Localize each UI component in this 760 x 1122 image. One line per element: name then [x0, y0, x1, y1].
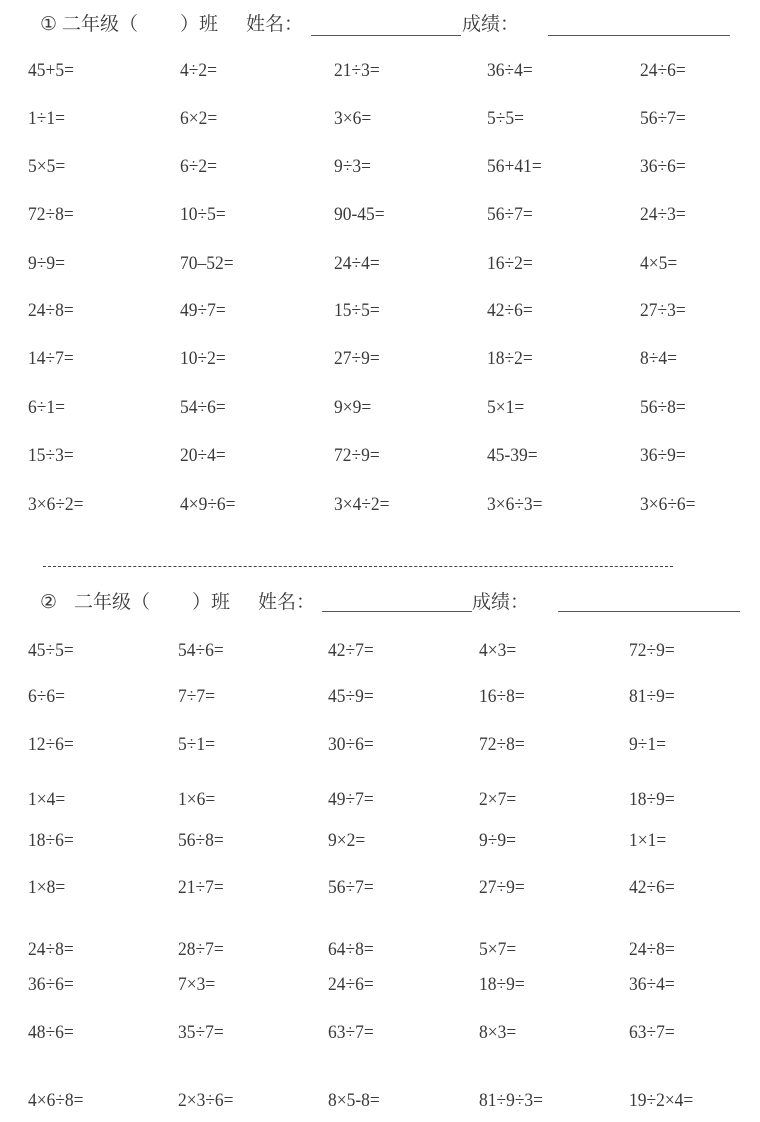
math-problem: 72÷9= — [334, 445, 380, 466]
math-problem: 4÷2= — [180, 60, 217, 81]
math-problem: 10÷5= — [180, 204, 226, 225]
math-problem: 36÷4= — [629, 974, 675, 995]
math-problem: 9×2= — [328, 830, 366, 851]
math-problem: 45-39= — [487, 445, 538, 466]
math-problem: 36÷6= — [28, 974, 74, 995]
section1-name-field[interactable] — [311, 35, 461, 36]
math-problem: 9×9= — [334, 397, 372, 418]
math-problem: 21÷3= — [334, 60, 380, 81]
math-problem: 24÷4= — [334, 253, 380, 274]
math-problem: 14÷7= — [28, 348, 74, 369]
section2-class-blank[interactable] — [152, 587, 192, 617]
math-problem: 54÷6= — [178, 640, 224, 661]
section2-header — [0, 587, 760, 617]
math-problem: 63÷7= — [328, 1022, 374, 1043]
math-problem: 45÷9= — [328, 686, 374, 707]
math-problem: 5×5= — [28, 156, 66, 177]
math-problem: 2×7= — [479, 789, 517, 810]
math-problem: 24÷6= — [640, 60, 686, 81]
math-problem: 27÷9= — [479, 877, 525, 898]
math-problem: 81÷9= — [629, 686, 675, 707]
math-problem: 12÷6= — [28, 734, 74, 755]
math-problem: 49÷7= — [180, 300, 226, 321]
math-problem: 4×5= — [640, 253, 678, 274]
math-problem: 18÷9= — [629, 789, 675, 810]
math-problem: 49÷7= — [328, 789, 374, 810]
math-problem: 42÷6= — [629, 877, 675, 898]
cut-line-divider — [43, 566, 673, 567]
math-problem: 8×5-8= — [328, 1090, 380, 1111]
section1-score-label: 成绩： — [462, 13, 520, 35]
math-problem: 6÷2= — [180, 156, 217, 177]
math-problem: 42÷7= — [328, 640, 374, 661]
math-problem: 16÷2= — [487, 253, 533, 274]
math-problem: 3×6= — [334, 108, 372, 129]
math-problem: 27÷9= — [334, 348, 380, 369]
math-problem: 7×3= — [178, 974, 216, 995]
math-problem: 3×4÷2= — [334, 494, 390, 515]
math-problem: 63÷7= — [629, 1022, 675, 1043]
section1-name-label: 姓名： — [246, 13, 304, 35]
math-problem: 10÷2= — [180, 348, 226, 369]
section1-class-label: ）班 — [180, 13, 219, 35]
section1-grade-label: 二年级（ — [62, 13, 139, 35]
math-problem: 9÷1= — [629, 734, 666, 755]
math-problem: 56÷7= — [640, 108, 686, 129]
math-problem: 56÷8= — [640, 397, 686, 418]
math-problem: 16÷8= — [479, 686, 525, 707]
math-problem: 56+41= — [487, 156, 542, 177]
math-problem: 28÷7= — [178, 939, 224, 960]
math-problem: 72÷8= — [479, 734, 525, 755]
section1-score-field[interactable] — [548, 35, 730, 36]
section2-grade-label: 二年级（ — [74, 591, 151, 613]
math-problem: 4×9÷6= — [180, 494, 236, 515]
math-problem: 56÷7= — [487, 204, 533, 225]
math-problem: 56÷8= — [178, 830, 224, 851]
math-problem: 36÷6= — [640, 156, 686, 177]
math-problem: 18÷9= — [479, 974, 525, 995]
math-problem: 1×4= — [28, 789, 66, 810]
math-problem: 7÷7= — [178, 686, 215, 707]
section2-name-label: 姓名： — [258, 591, 316, 613]
math-problem: 9÷9= — [479, 830, 516, 851]
math-problem: 19÷2×4= — [629, 1090, 694, 1111]
math-problem: 18÷2= — [487, 348, 533, 369]
math-problem: 5×7= — [479, 939, 517, 960]
math-problem: 24÷8= — [629, 939, 675, 960]
math-problem: 5÷1= — [178, 734, 215, 755]
math-problem: 24÷8= — [28, 300, 74, 321]
math-problem: 1×1= — [629, 830, 667, 851]
math-problem: 24÷3= — [640, 204, 686, 225]
math-problem: 21÷7= — [178, 877, 224, 898]
math-problem: 5×1= — [487, 397, 525, 418]
math-problem: 72÷9= — [629, 640, 675, 661]
math-problem: 90-45= — [334, 204, 385, 225]
math-problem: 9÷3= — [334, 156, 371, 177]
section2-class-label: ）班 — [192, 591, 231, 613]
math-problem: 48÷6= — [28, 1022, 74, 1043]
math-problem: 1÷1= — [28, 108, 65, 129]
section1-number: ① — [40, 13, 58, 35]
math-problem: 45÷5= — [28, 640, 74, 661]
math-problem: 72÷8= — [28, 204, 74, 225]
math-problem: 4×6÷8= — [28, 1090, 84, 1111]
math-problem: 6÷1= — [28, 397, 65, 418]
math-problem: 56÷7= — [328, 877, 374, 898]
math-problem: 24÷6= — [328, 974, 374, 995]
math-problem: 4×3= — [479, 640, 517, 661]
section2-score-label: 成绩： — [472, 591, 530, 613]
math-problem: 9÷9= — [28, 253, 65, 274]
math-problem: 24÷8= — [28, 939, 74, 960]
math-problem: 36÷9= — [640, 445, 686, 466]
math-problem: 81÷9÷3= — [479, 1090, 544, 1111]
math-problem: 15÷5= — [334, 300, 380, 321]
math-problem: 30÷6= — [328, 734, 374, 755]
section2-score-field[interactable] — [558, 611, 740, 612]
math-problem: 3×6÷3= — [487, 494, 543, 515]
math-problem: 6÷6= — [28, 686, 65, 707]
math-problem: 36÷4= — [487, 60, 533, 81]
math-problem: 8÷4= — [640, 348, 677, 369]
math-problem: 64÷8= — [328, 939, 374, 960]
math-problem: 1×6= — [178, 789, 216, 810]
math-problem: 8×3= — [479, 1022, 517, 1043]
math-problem: 6×2= — [180, 108, 218, 129]
math-problem: 3×6÷2= — [28, 494, 84, 515]
math-problem: 70–52= — [180, 253, 234, 274]
section2-name-field[interactable] — [322, 611, 472, 612]
math-problem: 5÷5= — [487, 108, 524, 129]
math-problem: 18÷6= — [28, 830, 74, 851]
section1-header — [0, 9, 760, 39]
math-problem: 42÷6= — [487, 300, 533, 321]
section2-number: ② — [40, 591, 58, 613]
math-problem: 3×6÷6= — [640, 494, 696, 515]
math-problem: 35÷7= — [178, 1022, 224, 1043]
math-problem: 54÷6= — [180, 397, 226, 418]
math-problem: 2×3÷6= — [178, 1090, 234, 1111]
math-problem: 15÷3= — [28, 445, 74, 466]
math-problem: 27÷3= — [640, 300, 686, 321]
math-problem: 1×8= — [28, 877, 66, 898]
section1-class-blank[interactable] — [140, 9, 180, 39]
math-problem: 20÷4= — [180, 445, 226, 466]
math-problem: 45+5= — [28, 60, 74, 81]
